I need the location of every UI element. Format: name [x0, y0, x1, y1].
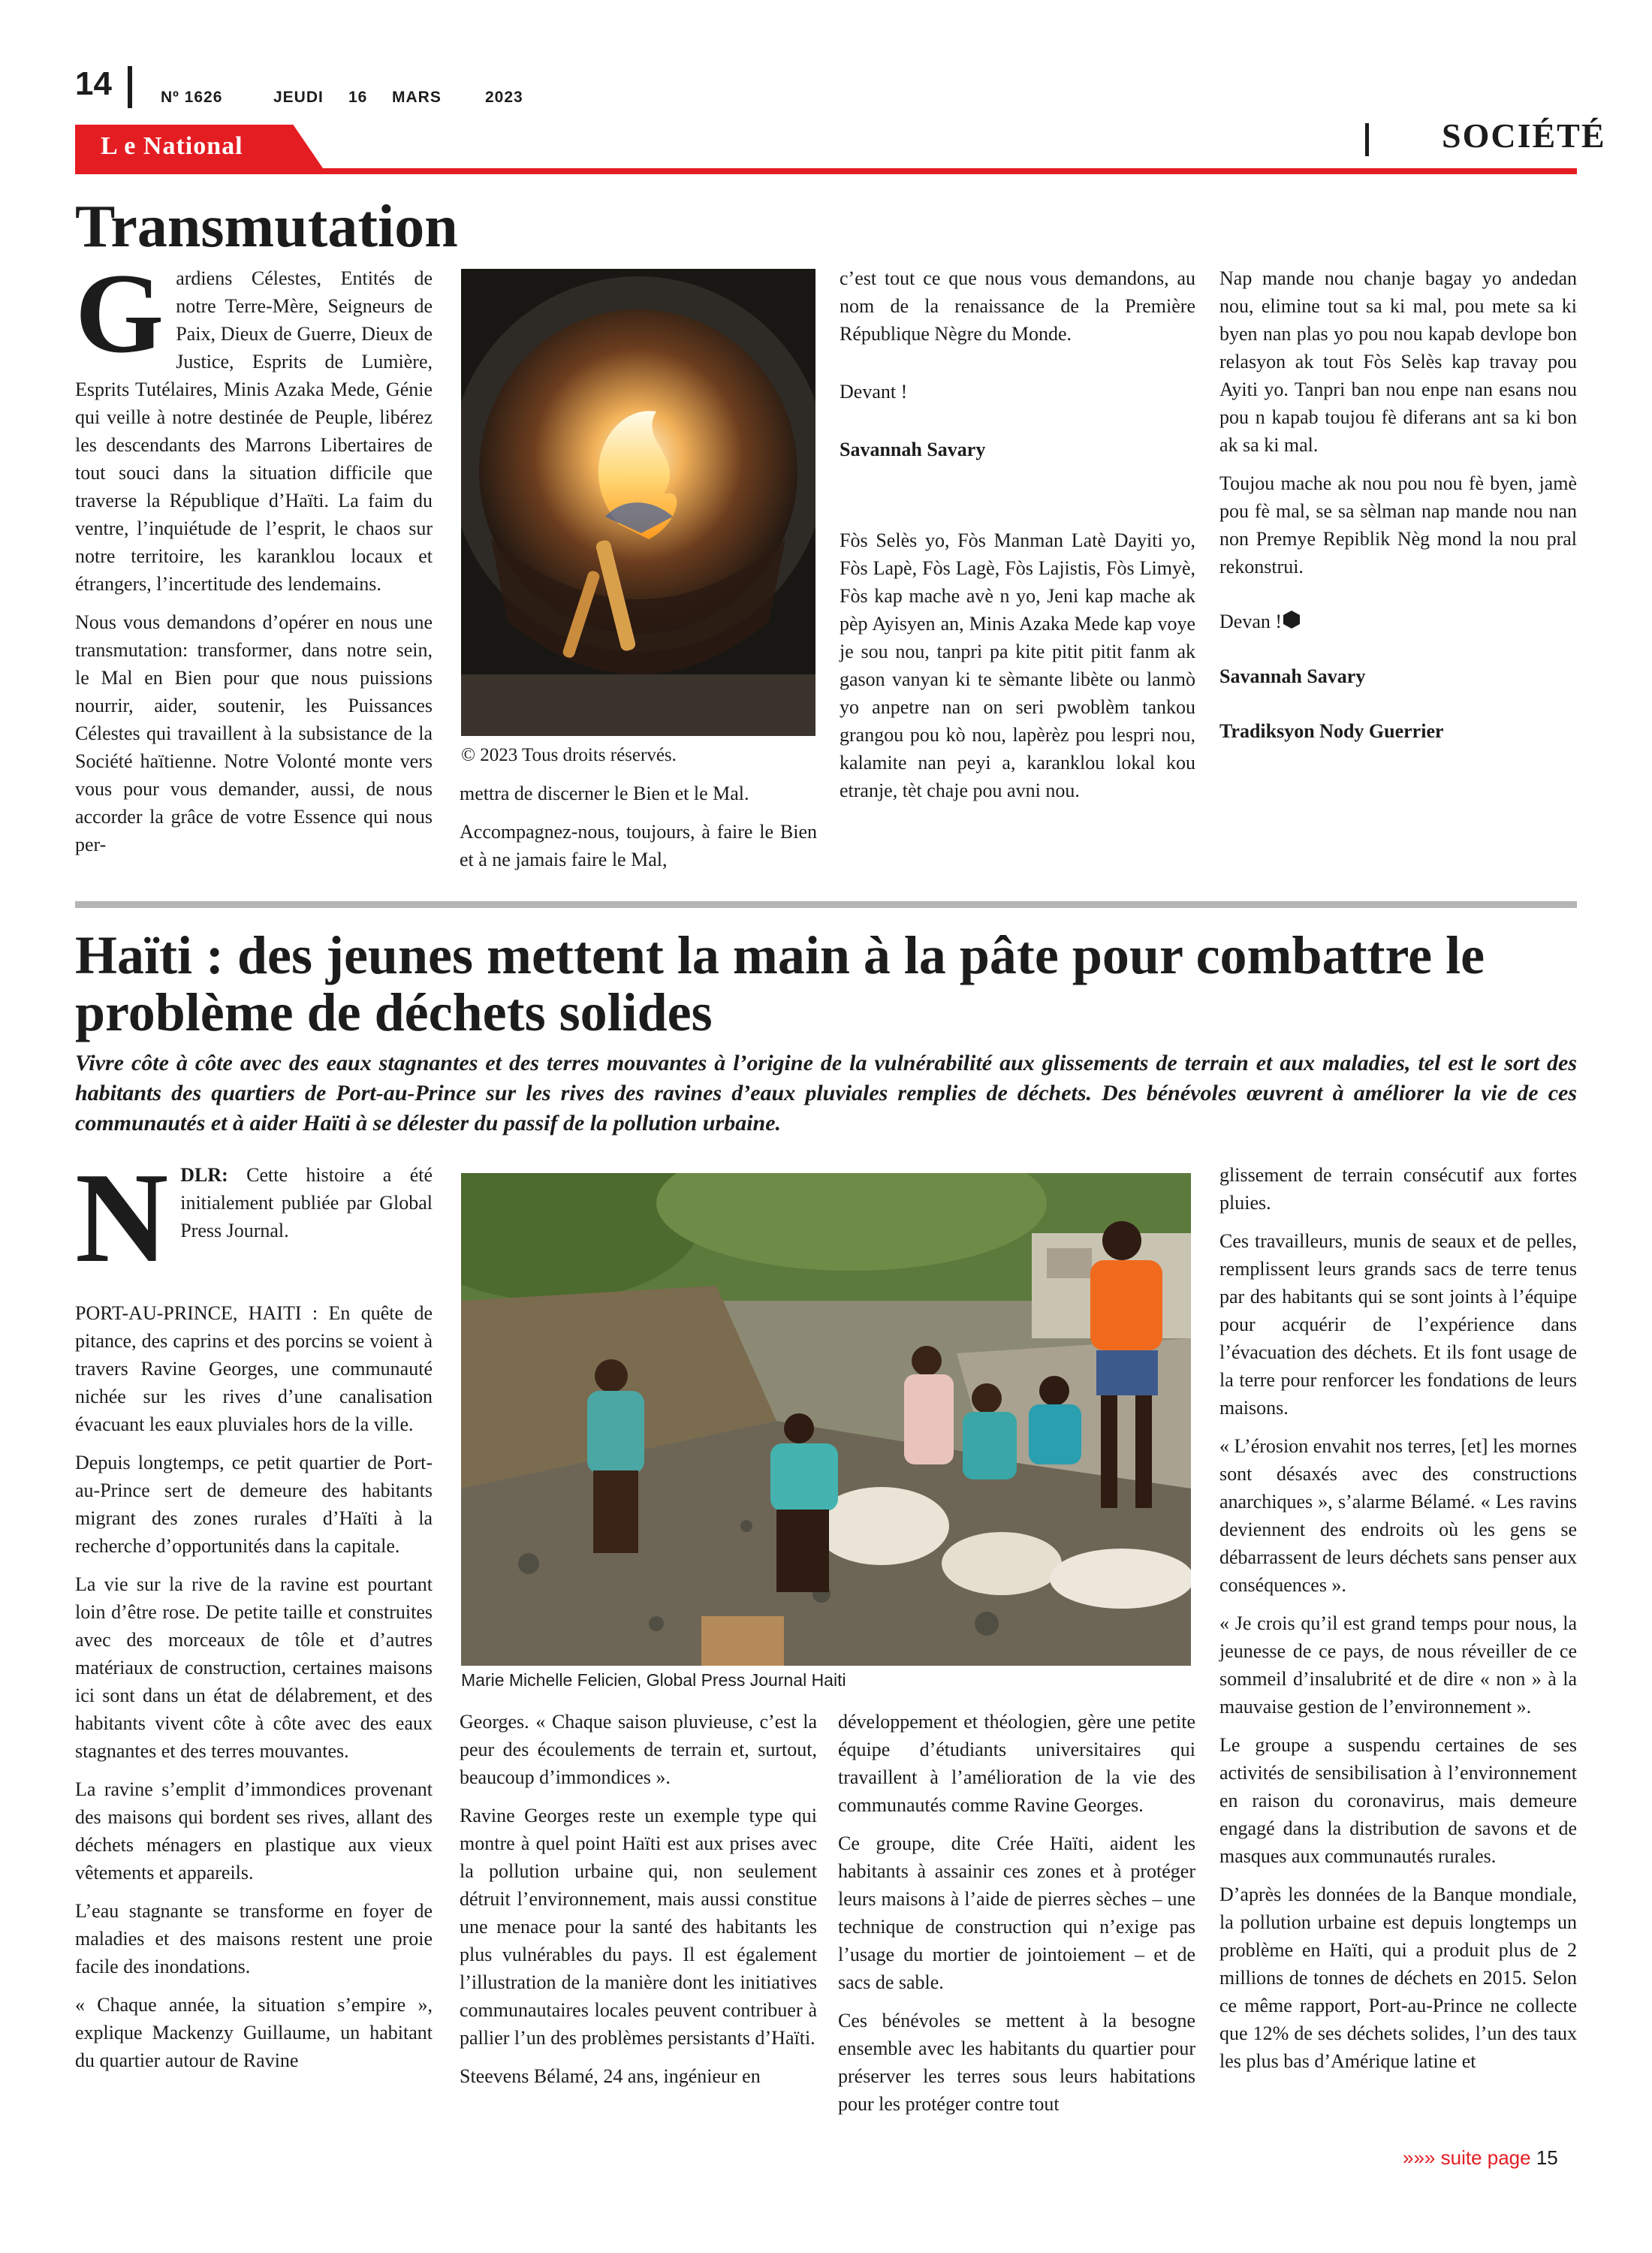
article2-column-4 [1219, 1161, 1577, 2086]
candle-photo [461, 269, 815, 736]
continued-link[interactable]: »»» suite page 15 [1403, 2146, 1558, 2169]
article2-paragraph: Ce groupe, dite Crée Haïti, aident les habitants à assainir ces zones et à protéger leurs maisons à l’aide de pierres sèches – une technique de construction qui n’exige pas l’usage du mortier de jointoiement – et de sacs de sable. [838, 1832, 1195, 1993]
article1-paragraph: Accompagnez-nous, toujours, à faire le Bien et à ne jamais faire le Mal, [460, 821, 817, 870]
article2-paragraph: Le groupe a suspendu certaines de ses activités de sensibilisation à l’environnement en raison du coronavirus, mais demeure engagé dans la distribution de savons et de masques aux communautés rurales. [1219, 1734, 1577, 1867]
article2-column-2 [460, 1708, 817, 2101]
cleanup-photo [461, 1173, 1191, 1666]
article1-drop-cap: G [75, 250, 164, 376]
article1-translator: Tradiksyon Nody Guerrier [1219, 720, 1444, 742]
article1-paragraph: mettra de discerner le Bien et le Mal. [460, 783, 749, 804]
article-separator [75, 901, 1577, 908]
article2-paragraph: Ravine Georges reste un exemple type qui montre à quel point Haïti est aux prises avec la pollution urbaine qui, non seulement détruit l’environnement, mais aussi constitue une menace pour la santé des habitants les plus vulnérables du pays. Il est également l’illustration de la manière dont les initiatives communautaires locales peuvent contribuer à pallier l’un des problèmes persistants d’Haïti. [460, 1805, 817, 2049]
brand-name: L e National [101, 132, 243, 160]
article2-paragraph: L’eau stagnante se transforme en foyer de maladies et des maisons restent une proie facile des inondations. [75, 1900, 433, 1977]
article2-paragraph: « Chaque année, la situation s’empire », explique Mackenzy Guillaume, un habitant du quartier autour de Ravine [75, 1994, 433, 2071]
issue-year: 2023 [485, 89, 523, 106]
article1-kreyol-paragraph: Fòs Selès yo, Fòs Manman Latè Dayiti yo, Fòs Lapè, Fòs Lagè, Fòs Lajistis, Fòs Limyè, Fòs kap mache avè n yo, Jeni kap mache ak pèp Ayisyen an, Minis Azaka Mede kap voye je sou nou, tanpri pa kite pitit pitit fanm ak gason vanyan ki te sèmante libète ou lanmò yo anpetre nan on seri pwoblèm tankou grangou pou kò nou, lapèrèz pou lespri nou, kalamite nan peyi a, karanklou lokal kou etranje, tèt chaje pou avni nou. [840, 529, 1195, 801]
cleanup-photo-caption: Marie Michelle Felicien, Global Press Journal Haiti [461, 1670, 846, 1690]
section-title: SOCIÉTÉ [1442, 116, 1606, 155]
article2-standfirst: Vivre côte à côte avec des eaux stagnantes et des terres mouvantes à l’origine de la vulnérabilité aux glissements de terrain et aux maladies, tel est le sort des habitants des quartiers de Port-au-Prince sur les rives des ravines d’eaux pluviales remplies de déchets. Des bénévoles œuvrent à améliorer la vie de ces communautés et à aider Haïti à se délester du passif de la pollution urbaine. [75, 1051, 1577, 1136]
article1-column-2 [460, 780, 817, 884]
article1-author: Savannah Savary [840, 439, 986, 460]
candle-photo-caption: © 2023 Tous droits réservés. [461, 745, 677, 765]
article1-column-4 [1219, 264, 1577, 756]
article2-paragraph: La ravine s’emplit d’immondices provenant des maisons qui bordent ses rives, allant des déchets ménagers en plastique aux vieux vêtements et appareils. [75, 1778, 433, 1884]
article2-paragraph: Ces travailleurs, munis de seaux et de pelles, remplissent leurs grands sacs de terre tenus par des habitants qui se sont joints à l’équipe pour acquérir de l’expérience dans l’évacuation des déchets. Et ils font usage de la terre pour renforcer les fondations de leurs maisons. [1219, 1230, 1577, 1419]
article2-paragraph: PORT-AU-PRINCE, HAITI : En quête de pitance, des caprins et des porcins se voient à travers Ravine Georges, une communauté nichée sur les rives d’une canalisation évacuant les eaux pluviales hors de la ville. [75, 1302, 433, 1435]
article1-devant: Devant ! [840, 381, 908, 403]
article1-column-1 [75, 250, 433, 869]
article2-paragraph: Georges. « Chaque saison pluvieuse, c’est la peur des écoulements de terrain et, surtout, beaucoup d’immondices ». [460, 1711, 817, 1788]
article1-column-3 [840, 264, 1195, 815]
article1-author: Savannah Savary [1219, 665, 1366, 687]
article2-paragraph: « Je crois qu’il est grand temps pour nous, la jeunesse de ce pays, de nous réveiller de ce sommeil d’insalubrité et de dire « non » à la mauvaise gestion de l’environnement ». [1219, 1612, 1577, 1718]
article2-title: Haïti : des jeunes mettent la main à la pâte pour combattre le problème de déchets solides [75, 925, 1485, 1042]
article1-title: Transmutation [75, 194, 458, 260]
issue-date: 16 [348, 89, 368, 106]
issue-month: MARS [392, 89, 442, 106]
page-number: 14 [75, 65, 112, 102]
header-rule [75, 168, 1577, 174]
article2-paragraph: Depuis longtemps, ce petit quartier de Port-au-Prince sert de demeure des habitants migrant des zones rurales d’Haïti à la recherche d’opportunités dans la capitale. [75, 1452, 433, 1557]
article2-paragraph: glissement de terrain consécutif aux fortes pluies. [1219, 1164, 1577, 1214]
article2-column-3 [838, 1708, 1195, 2128]
issue-day: JEUDI [273, 89, 324, 106]
page-number-divider [128, 66, 132, 108]
section-divider [1365, 123, 1369, 156]
article2-paragraph: Steevens Bélamé, 24 ans, ingénieur en [460, 2065, 761, 2087]
article2-drop-cap: N [75, 1147, 169, 1289]
article2-paragraph: D’après les données de la Banque mondiale, la pollution urbaine est depuis longtemps un problème en Haïti, qui a produit plus de 2 millions de tonnes de déchets en 2015. Selon ce même rapport, Port-au-Prince ne collecte que 12% de ses déchets solides, l’un des taux les plus bas d’Amérique latine et [1219, 1884, 1577, 2072]
article1-paragraph: c’est tout ce que nous vous demandons, au nom de la renaissance de la Première République Nègre du Monde. [840, 267, 1195, 345]
article2-paragraph: La vie sur la rive de la ravine est pourtant loin d’être rose. De petite taille et construites avec des morceaux de tôle et d’autres matériaux de construction, certaines maisons ici sont dans un état de délabrement, et des habitants vivent côte à côte avec des eaux stagnantes et des terres mouvantes. [75, 1573, 433, 1762]
article2-paragraph: développement et théologien, gère une petite équipe d’étudiants universitaires qui travaillent à l’amélioration de la vie des communautés comme Ravine Georges. [838, 1711, 1195, 1816]
article2-column-1 [75, 1147, 433, 2085]
article1-kreyol-paragraph: Toujou mache ak nou pou nou fè byen, jamè pou fè mal, se sa sèlman nap mande nou nan non Premye Repiblik Nèg mond la nou pral rekonstrui. [1219, 472, 1577, 578]
article2-paragraph: Ces bénévoles se mettent à la besogne ensemble avec les habitants du quartier pour préserver les terres sous leurs habitations pour les protéger contre tout [838, 2010, 1195, 2115]
article1-paragraph: Nous vous demandons d’opérer en nous une transmutation: transformer, dans notre sein, le Mal en Bien pour que nous puissions nourrir, aider, soutenir, les Puissances Célestes qui travaillent à la subsistance de la Société haïtienne. Notre Volonté monte vers vous pour vous demander, aussi, de nous accorder la grâce de votre Essence qui nous per- [75, 611, 433, 855]
continued-page-number: 15 [1536, 2146, 1558, 2169]
article1-kreyol-paragraph: Nap mande nou chanje bagay yo andedan nou, elimine tout sa ki mal, pou mete sa ki byen nan plas yo pou nou kapab devlope bon relasyon ak tout Fòs Selès kap travay pou Ayiti yo. Tanpri ban nou enpe nan esans nou pou n kapab toujou fè diferans ant sa ki bon ak sa ki mal. [1219, 267, 1577, 456]
article1-devan: Devan ! [1219, 608, 1577, 635]
article2-ndlr: NDLR: Cette histoire a été initialement publiée par Global Press Journal. [75, 1147, 433, 1289]
article1-paragraph: Gardiens Célestes, Entités de notre Terre-Mère, Seigneurs de Paix, Dieux de Guerre, Dieux de Justice, Esprits de Lumière, Esprits Tutélaires, Minis Azaka Mede, Génie qui veille à notre destinée de Peuple, libérez les descendants des Marrons Libertaires de tout souci dans la situation difficile que traverse la République d’Haïti. La faim du ventre, l’inquiétude de l’esprit, le chaos sur notre territoire, les karanklou locaux et étrangers, l’incertitude des lendemains. [75, 250, 433, 595]
hexagon-icon [1282, 609, 1301, 629]
issue-number: Nº 1626 [161, 89, 223, 106]
article2-paragraph: « L’érosion envahit nos terres, [et] les mornes sont désaxés avec des constructions anarchiques », s’alarme Bélamé. « Les ravins deviennent des endroits où les gens se débarrassent de leurs déchets sans penser aux conséquences ». [1219, 1435, 1577, 1596]
